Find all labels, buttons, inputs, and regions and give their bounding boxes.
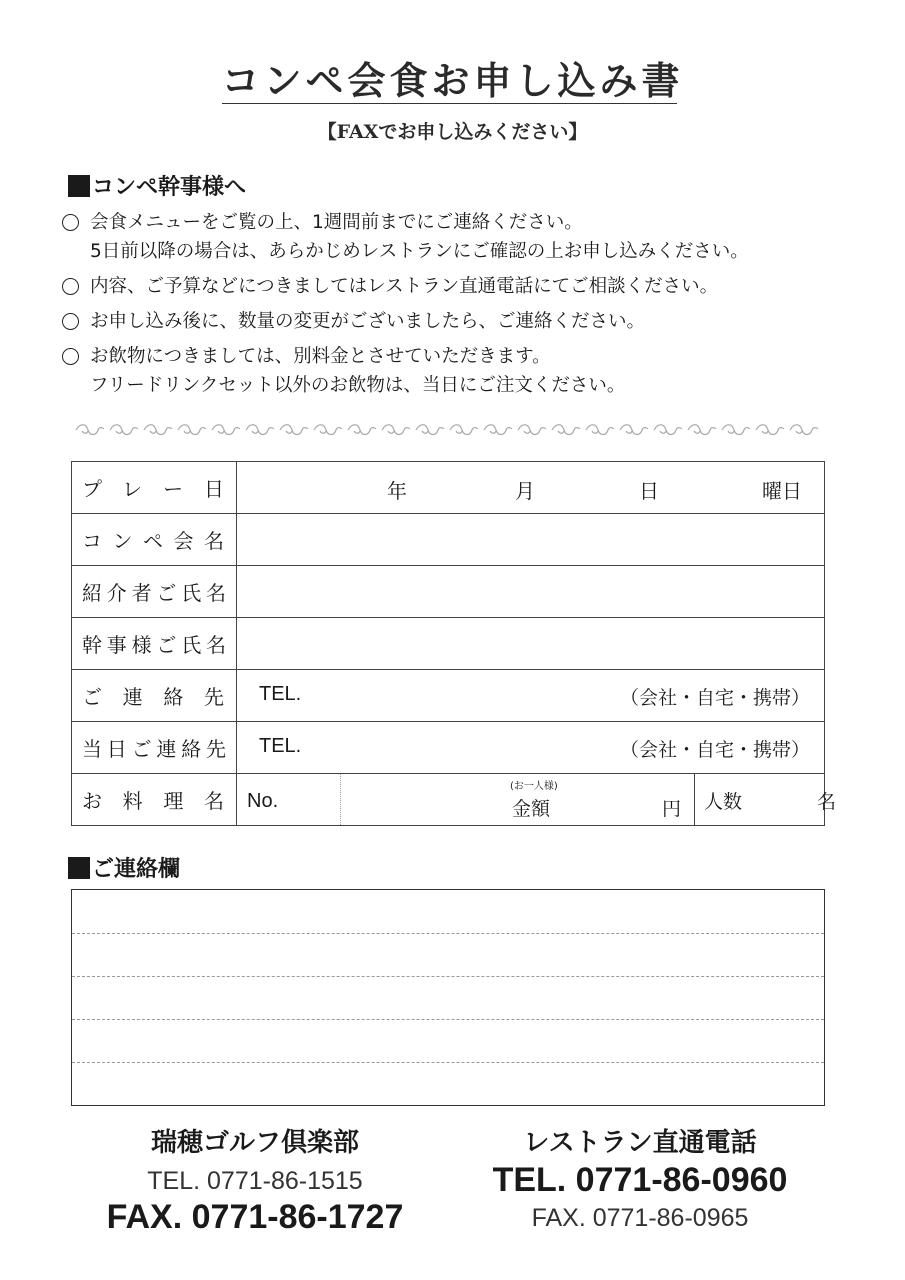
compe-name-field[interactable] bbox=[237, 514, 825, 566]
day-contact-tel-prefix: TEL. bbox=[259, 735, 302, 757]
menu-field[interactable] bbox=[237, 774, 837, 826]
page-subtitle: 【FAXでお申し込みください】 bbox=[317, 121, 588, 143]
contact-tel-type: （会社・自宅・携帯） bbox=[619, 687, 810, 709]
per-person-note: (お一人様) bbox=[510, 781, 558, 792]
circle-bullet-icon bbox=[62, 348, 79, 365]
form-row-menu bbox=[72, 774, 825, 826]
organizer-field[interactable] bbox=[237, 618, 825, 670]
notice-heading bbox=[68, 170, 246, 201]
contact-tel-prefix: TEL. bbox=[259, 683, 302, 705]
month-unit: 月 bbox=[515, 479, 535, 503]
notice-line: お飲物につきましては、別料金とさせていただきます。 bbox=[90, 346, 551, 367]
ruled-line bbox=[72, 976, 824, 977]
amount-label: 金額 bbox=[512, 798, 551, 820]
people-unit: 名 bbox=[817, 791, 837, 813]
circle-bullet-icon bbox=[62, 278, 79, 295]
square-bullet-icon bbox=[68, 175, 90, 197]
introducer-label: 紹介者ご氏名 bbox=[72, 566, 237, 618]
contact-notes-box[interactable] bbox=[71, 889, 825, 1106]
headcount-label: 人数 bbox=[704, 791, 743, 813]
menu-no-label: No. bbox=[247, 790, 279, 812]
day-contact-tel-type: （会社・自宅・携帯） bbox=[619, 739, 810, 761]
restaurant-fax: FAX. 0771-86-0965 bbox=[531, 1204, 749, 1232]
form-row-day-contact bbox=[72, 722, 825, 774]
ruled-line bbox=[72, 1062, 824, 1063]
day-contact-field[interactable] bbox=[237, 722, 825, 774]
weekday-unit: 曜日 bbox=[762, 479, 802, 503]
square-bullet-icon bbox=[68, 857, 90, 879]
year-unit: 年 bbox=[387, 479, 407, 503]
ruled-line bbox=[72, 1019, 824, 1020]
introducer-field[interactable] bbox=[237, 566, 825, 618]
notice-item bbox=[62, 307, 862, 336]
restaurant-contact-block bbox=[455, 1122, 825, 1233]
notice-list bbox=[62, 208, 862, 406]
form-row-contact bbox=[72, 670, 825, 722]
play-date-field[interactable] bbox=[237, 462, 825, 514]
notice-line: 5日前以降の場合は、あらかじめレストランにご確認の上お申し込みください。 bbox=[90, 241, 749, 262]
compe-name-label: コンペ会名 bbox=[72, 514, 237, 566]
contact-label: ご連絡先 bbox=[72, 670, 237, 722]
club-fax: FAX. 0771-86-1727 bbox=[106, 1198, 404, 1236]
contact-section-heading-text: ご連絡欄 bbox=[92, 857, 181, 882]
notice-line: お申し込み後に、数量の変更がございましたら、ご連絡ください。 bbox=[90, 311, 646, 332]
day-contact-label: 当日ご連絡先 bbox=[72, 722, 237, 774]
contact-field[interactable] bbox=[237, 670, 825, 722]
form-row-compe-name bbox=[72, 514, 825, 566]
notice-item bbox=[62, 272, 862, 301]
headcount-divider bbox=[694, 774, 695, 825]
title-underline bbox=[222, 103, 677, 104]
yen-unit: 円 bbox=[662, 798, 682, 820]
ruled-line bbox=[72, 933, 824, 934]
contact-section-heading bbox=[68, 852, 180, 883]
club-name: 瑞穂ゴルフ倶楽部 bbox=[150, 1128, 359, 1158]
circle-bullet-icon bbox=[62, 313, 79, 330]
notice-line: 内容、ご予算などにつきましてはレストラン直通電話にてご相談ください。 bbox=[90, 276, 719, 297]
restaurant-name: レストラン直通電話 bbox=[523, 1128, 757, 1158]
ornamental-divider bbox=[72, 420, 824, 440]
restaurant-tel: TEL. 0771-86-0960 bbox=[492, 1161, 788, 1199]
play-date-label: プレー日 bbox=[72, 462, 237, 514]
notice-item bbox=[62, 208, 862, 266]
form-row-organizer bbox=[72, 618, 825, 670]
day-unit: 日 bbox=[639, 479, 659, 503]
notice-line: フリードリンクセット以外のお飲物は、当日にご注文ください。 bbox=[90, 375, 626, 396]
notice-heading-text: コンペ幹事様へ bbox=[92, 175, 247, 200]
notice-item bbox=[62, 342, 862, 400]
menu-label: お料理名 bbox=[72, 774, 237, 826]
application-form bbox=[71, 461, 837, 826]
circle-bullet-icon bbox=[62, 214, 79, 231]
menu-dotted-divider bbox=[340, 774, 341, 825]
organizer-label: 幹事様ご氏名 bbox=[72, 618, 237, 670]
page-title: コンペ会食お申し込み書 bbox=[221, 58, 684, 103]
notice-line: 会食メニューをご覧の上、1週間前までにご連絡ください。 bbox=[90, 212, 583, 233]
club-tel: TEL. 0771-86-1515 bbox=[147, 1167, 363, 1195]
form-row-play-date bbox=[72, 462, 825, 514]
club-contact-block bbox=[70, 1122, 440, 1237]
form-row-introducer bbox=[72, 566, 825, 618]
